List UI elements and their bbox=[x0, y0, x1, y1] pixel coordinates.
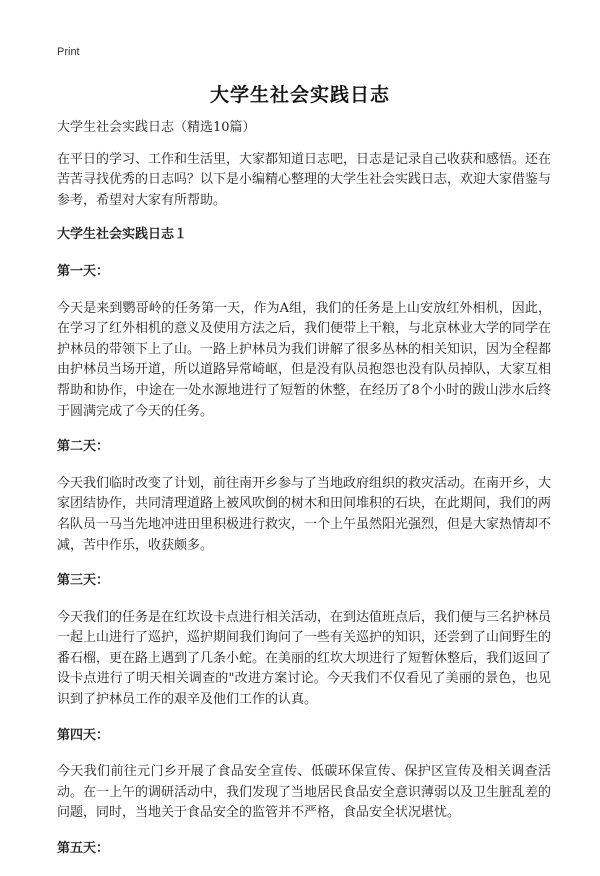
page-title: 大学生社会实践日志 bbox=[209, 84, 390, 106]
document-subtitle: 大学生社会实践日志（精选10篇） bbox=[57, 120, 256, 135]
intro-paragraph: 在平日的学习、工作和生活里，大家都知道日志吧，日志是记录自己收获和感悟。还在苦苦寻找优秀的日志吗？以下是小编精心整理的大学生社会实践日志，欢迎大家借鉴与参考，希望对大家有所帮助。 bbox=[57, 151, 552, 208]
document-content bbox=[57, 118, 551, 876]
print-link[interactable]: Print bbox=[57, 46, 80, 58]
day-body-1: 今天是来到鹦哥岭的任务第一天，作为A组，我们的任务是上山安放红外相机，因此，在学习了红外相机的意义及使用方法之后，我们便带上干粮，与北京林业大学的同学在护林员的带领下上了山。一路上护林员为我们讲解了很多丛林的相关知识，因为全程都由护林员当场开道，所以道路异常崎岖，但是没有队员抱怨也没有队员掉队，大家互相帮助和协作，中途在一处水源地进行了短暂的休整，在经历了8个小时的跋山涉水后终于圆满完成了今天的任务。 bbox=[57, 300, 552, 419]
day-heading-2: 第二天： bbox=[57, 439, 110, 455]
day-body-4: 今天我们前往元门乡开展了食品安全宣传、低碳环保宣传、保护区宣传及相关调查活动。在一上午的调研活动中，我们发现了当地居民食品安全意识薄弱以及卫生脏乱差的问题，同时，当地关于食品安全的监管并不严格，食品安全状况堪忧。 bbox=[57, 764, 552, 821]
day-body-2: 今天我们临时改变了计划，前往南开乡参与了当地政府组织的救灾活动。在南开乡，大家团结协作，共同清理道路上被风吹倒的树木和田间堆积的石块，在此期间，我们的两名队员一马当先地冲进田里积极进行救灾，一个上午虽然阳光强烈，但是大家热情却不减，苦中作乐，收获颇多。 bbox=[57, 475, 552, 553]
section-heading: 大学生社会实践日志１ bbox=[57, 227, 188, 243]
day-heading-4: 第四天： bbox=[57, 727, 110, 743]
day-heading-5: 第五天： bbox=[57, 841, 110, 857]
day-heading-3: 第三天： bbox=[57, 573, 110, 589]
day-heading-1: 第一天： bbox=[57, 263, 110, 279]
day-body-3: 今天我们的任务是在红坎设卡点进行相关活动，在到达值班点后，我们便与三名护林员一起上山进行了巡护，巡护期间我们询问了一些有关巡护的知识，还尝到了山间野生的番石榴，更在路上遇到了几条小蛇。在美丽的红坎大坝进行了短暂休整后，我们返回了设卡点进行了明天相关调查的"改进方案讨论。今天我们不仅看见了美丽的景色，也见识到了护林员工作的艰辛及他们工作的认真。 bbox=[57, 609, 552, 708]
